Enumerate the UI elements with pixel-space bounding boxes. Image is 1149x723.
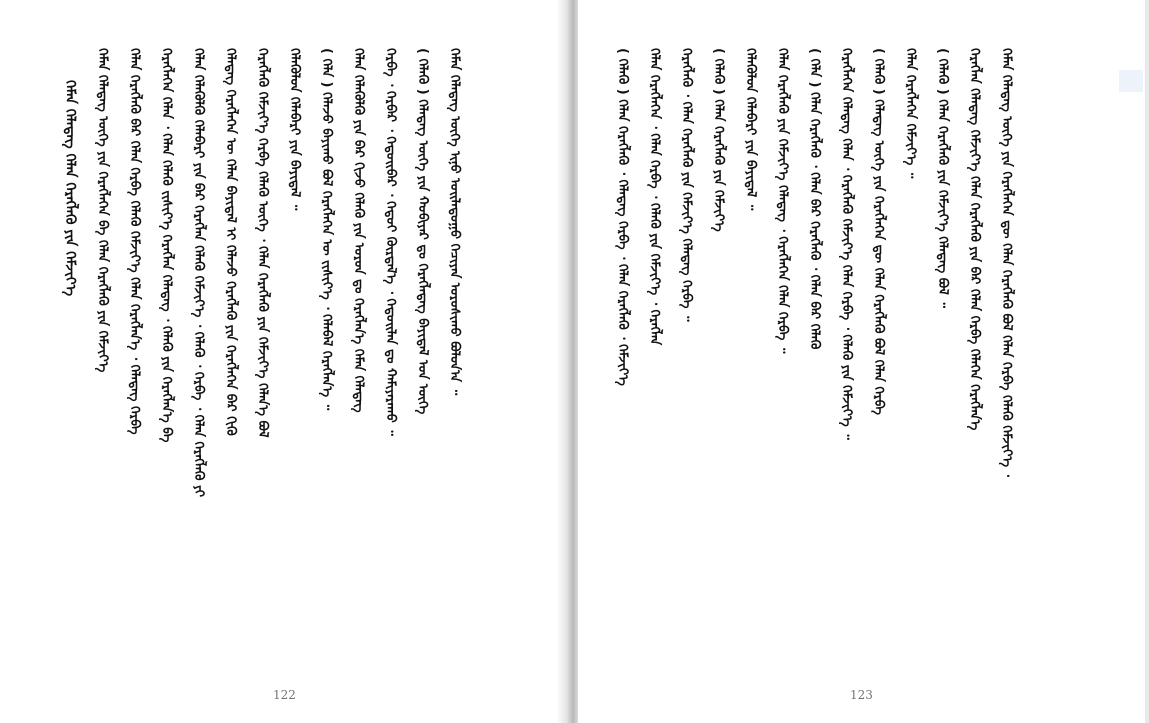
right-page [578, 0, 1149, 723]
left-page-column-8: ᠬᠡᠯᠡᠳᠡᠭ ᠬᠡᠷᠡᠭᠯᠡᠭᠡᠨ ᠦ ᠬᠡᠯᠡᠨ ᠪᠠᠶᠢᠳᠠᠯ ᠢ ᠬᠡᠯᠡᠵᠦ ᠬᠡᠷᠡᠭᠯᠡᠬᠦ ᠶᠢᠨ ᠬᠡᠷᠡᠭᠯᠡᠭᠡᠨ ᠪᠠᠷ ᠬᠢᠬᠦ [223, 48, 238, 436]
right-page-column-13: ( ᠬᠡᠯᠡᠬᠦ ) ᠬᠡᠯᠡᠨ ᠬᠡᠷᠡᠭᠯᠡᠬᠦ ᠂ ᠬᠡᠯᠡᠳᠡᠭ ᠬᠡᠷᠪᠡ ᠂ ᠬᠡᠯᠡᠨ ᠬᠡᠷᠡᠭᠯᠡᠬᠦ ᠂ ᠬᠡᠮᠵᠢᠶ᠎ᠡ [615, 48, 630, 386]
left-page-column-2: ( ᠬᠡᠯᠡᠬᠦ ) ᠬᠡᠯᠡᠳᠡᠭ ᠦᠭᠡ ᠶᠢᠨ ᠬᠤᠪᠢᠶᠠᠷ ᠳᠤ ᠬᠡᠷᠡᠭᠯᠡᠳᠡᠭ ᠪᠠᠶᠢᠳᠠᠯ ᠤᠨ ᠦᠭᠡ [415, 48, 430, 415]
right-page-column-9: ᠬᠡᠯᠡᠭᠦᠯᠦᠨ ᠬᠡᠯᠡᠪᠡᠷᠢ ᠶᠢᠨ ᠪᠠᠶᠢᠳᠠᠯ ᠃ [743, 48, 758, 211]
right-page-column-1: ᠬᠡᠮᠡᠨ ᠬᠡᠯᠡᠳᠡᠭ ᠦᠭᠡ ᠶᠢᠨ ᠬᠡᠷᠡᠭᠯᠡᠭᠡᠨ ᠳᠦ ᠬᠡᠯᠡᠨ ᠬᠡᠷᠡᠭᠯᠡᠬᠦ ᠪᠣᠯ ᠬᠡᠯᠡᠨ ᠬᠡᠷᠪᠡ ᠬᠡᠯᠡᠬᠦ ᠬᠡᠮᠵᠢᠶ᠎ᠡ ᠂ [999, 48, 1014, 477]
right-page-column-4: ᠬᠡᠯᠡᠨ ᠬᠡᠷᠡᠭᠯᠡᠭᠡᠨ ᠬᠡᠮᠵᠢᠶ᠎ᠡ ᠃ [903, 48, 918, 179]
left-page-column-13: ᠬᠡᠮᠡᠨ ᠬᠡᠯᠡᠳᠡᠭ ᠬᠡᠯᠡᠨ ᠬᠡᠷᠡᠭᠯᠡᠬᠦ ᠶᠢᠨ ᠬᠡᠮᠵᠢᠶ᠎ᠡ [62, 80, 78, 297]
right-page-column-2: ᠬᠡᠷᠡᠭᠯᠡᠨ ᠬᠡᠯᠡᠳᠡᠭ ᠬᠡᠮᠵᠢᠶ᠎ᠡ ᠬᠡᠯᠡᠨ ᠬᠡᠷᠡᠭᠯᠡᠬᠦ ᠶᠢᠨ ᠪᠠᠷ ᠬᠡᠯᠡᠨ ᠬᠡᠷᠪᠡ ᠬᠡᠯᠡᠭᠡᠨ ᠬᠡᠷᠡᠭᠯᠡᠨ᠎ᠡ [967, 48, 982, 431]
right-page-column-7: ( ᠬᠡᠯᠡ ) ᠬᠡᠯᠡᠨ ᠬᠡᠷᠡᠭᠯᠡᠬᠦ ᠂ ᠬᠡᠯᠡᠨ ᠪᠠᠷ ᠬᠡᠷᠡᠭᠯᠡᠬᠦ ᠂ ᠬᠡᠯᠡᠨ ᠪᠠᠷ ᠬᠡᠯᠡᠬᠦ [807, 48, 822, 350]
left-page-column-5: ( ᠬᠡᠯᠡ ) ᠬᠡᠯᠡᠵᠦ ᠪᠠᠶᠢᠬᠤ ᠪᠣᠯ ᠬᠡᠷᠡᠭᠯᠡᠭᠡᠨ ᠦ ᠵᠢᠱᠢᠶ᠎ᠡ ᠂ ᠬᠡᠯᠡᠪᠡᠯ ᠬᠡᠷᠡᠭᠯᠡᠨ᠎ᠡ ᠃ [319, 48, 334, 411]
left-page-column-3: ᠬᠡᠷᠪᠡ ᠂ ᠬᠡᠷᠪᠡᠷ ᠂ ᠬᠡᠳᠦᠢᠪᠡᠷ ᠂ ᠬᠡᠳᠦᠢ ᠬᠦᠷᠲᠡᠯ᠎ᠡ ᠂ ᠬᠡᠳᠦᠢᠯᠡᠨ ᠳᠤ ᠬᠠᠮᠢᠶᠠᠷᠠᠬᠤ ᠃ [383, 48, 398, 436]
left-page-column-4: ᠬᠡᠯᠡᠨ ᠬᠡᠯᠡᠭᠦᠯᠬᠦ ᠶᠢᠨ ᠪᠠᠷ ᠬᠢᠵᠦ ᠬᠡᠯᠡᠬᠦ ᠶᠢᠨ ᠣᠷᠣᠨ ᠳᠤ ᠬᠡᠷᠡᠭᠯᠡᠨ᠎ᠡ ᠬᠡᠮᠡᠨ ᠬᠡᠯᠡᠳᠡᠭ [351, 48, 366, 413]
left-page-column-9: ᠬᠡᠯᠡᠨ ᠬᠡᠯᠡᠭᠦᠯᠬᠦ ᠬᠡᠯᠡᠪᠡᠷᠢ ᠶᠢᠨ ᠪᠠᠷ ᠬᠡᠷᠡᠭᠯᠡᠨ ᠬᠡᠯᠡᠬᠦ ᠬᠡᠮᠵᠢᠶ᠎ᠡ ᠂ ᠬᠡᠯᠡᠬᠦ ᠂ ᠬᠡᠷᠪᠡ ᠂ ᠬᠡᠯᠡᠨ ᠬᠡᠷᠡᠭᠯᠡᠬᠦ ᠶᠢ [191, 48, 206, 498]
left-page-column-10: ᠬᠡᠷᠡᠭᠯᠡᠭᠡᠨ ᠬᠡᠯᠡᠨ ᠂ ᠬᠡᠯᠡᠨ ᠬᠡᠯᠡᠬᠦ ᠵᠢᠱᠢᠶ᠎ᠡ ᠬᠡᠷᠡᠭᠯᠡᠨ ᠬᠡᠯᠡᠳᠡᠭ ᠂ ᠬᠡᠯᠡᠬᠦ ᠶᠢᠨ ᠬᠡᠷᠡᠭᠯᠡᠨ᠎ᠡ ᠪᠠ [159, 48, 174, 443]
viewer-right-edge [1145, 0, 1149, 723]
right-page-column-6: ᠬᠡᠷᠡᠭᠯᠡᠭᠡᠨ ᠬᠡᠯᠡᠳᠡᠭ ᠬᠡᠯᠡᠨ ᠂ ᠬᠡᠷᠡᠭᠯᠡᠬᠦ ᠬᠡᠮᠵᠢᠶ᠎ᠡ ᠬᠡᠯᠡᠨ ᠬᠡᠷᠪᠡ ᠂ ᠬᠡᠯᠡᠬᠦ ᠶᠢᠨ ᠬᠡᠮᠵᠢᠶ᠎ᠡ ᠃ [839, 48, 854, 440]
right-page-column-8: ᠬᠡᠯᠡᠨ ᠬᠡᠷᠡᠭᠯᠡᠬᠦ ᠶᠢᠨ ᠬᠡᠮᠵᠢᠶ᠎ᠡ ᠬᠡᠯᠡᠳᠡᠭ ᠂ ᠬᠡᠷᠡᠭᠯᠡᠭᠡᠨ ᠬᠡᠯᠡᠨ ᠬᠡᠷᠪᠡ ᠃ [775, 48, 790, 354]
left-page-column-6: ᠬᠡᠯᠡᠭᠦᠯᠦᠨ ᠬᠡᠯᠡᠪᠡᠷᠢ ᠶᠢᠨ ᠪᠠᠶᠢᠳᠠᠯ ᠃ [287, 48, 302, 211]
left-page-column-7: ᠬᠡᠷᠡᠭᠯᠡᠬᠦ ᠬᠡᠮᠵᠢᠶ᠎ᠡ ᠬᠡᠷᠪᠡ ᠬᠡᠯᠡᠬᠦ ᠦᠭᠡ ᠂ ᠬᠡᠯᠡᠨ ᠬᠡᠷᠡᠭᠯᠡᠬᠦ ᠶᠢᠨ ᠬᠡᠮᠵᠢᠶ᠎ᠡ ᠬᠡᠯᠡᠨ᠎ᠡ ᠪᠣᠯ [255, 48, 270, 438]
right-page-column-11: ᠬᠡᠷᠡᠭᠯᠡᠬᠦ ᠂ ᠬᠡᠯᠡᠨ ᠬᠡᠷᠡᠭᠯᠡᠬᠦ ᠶᠢᠨ ᠬᠡᠮᠵᠢᠶ᠎ᠡ ᠬᠡᠯᠡᠳᠡᠭ ᠬᠡᠷᠪᠡ ᠃ [679, 48, 694, 322]
left-page-column-1: ᠬᠡᠮᠡᠨ ᠬᠡᠯᠡᠳᠡᠭ ᠦᠭᠡ ᠢᠨᠦ ᠤᠢᠯᠠᠳᠤᠭᠤ ᠬᠡᠴᠢᠶᠡᠨ ᠤᠷᠤᠰᠢᠬᠤ ᠪᠣᠯᠤᠨ᠎ᠠ ᠃ [447, 48, 462, 396]
left-page-column-12: ᠬᠡᠮᠡᠨ ᠬᠡᠯᠡᠳᠡᠭ ᠦᠭᠡ ᠶᠢᠨ ᠬᠡᠷᠡᠭᠯᠡᠭᠡᠨ ᠪᠠ ᠬᠡᠯᠡᠨ ᠬᠡᠷᠡᠭᠯᠡᠬᠦ ᠶᠢᠨ ᠬᠡᠮᠵᠢᠶ᠎ᠡ [95, 48, 110, 373]
left-page [0, 0, 568, 723]
right-page-column-5: ( ᠬᠡᠯᠡᠬᠦ ) ᠬᠡᠯᠡᠳᠡᠭ ᠦᠭᠡ ᠶᠢᠨ ᠬᠡᠷᠡᠭᠯᠡᠭᠡᠨ ᠳᠦ ᠬᠡᠯᠡᠨ ᠬᠡᠷᠡᠭᠯᠡᠬᠦ ᠪᠣᠯ ᠬᠡᠯᠡᠨ ᠬᠡᠷᠪᠡ [871, 48, 886, 415]
right-page-column-10: ( ᠬᠡᠯᠡᠬᠦ ) ᠬᠡᠯᠡᠨ ᠬᠡᠷᠡᠭᠯᠡᠬᠦ ᠶᠢᠨ ᠬᠡᠮᠵᠢᠶ᠎ᠡ [711, 48, 726, 232]
page-number-left: 122 [273, 688, 296, 702]
right-page-column-12: ᠬᠡᠯᠡᠨ ᠬᠡᠷᠡᠭᠯᠡᠭᠡᠨ ᠂ ᠬᠡᠯᠡᠨ ᠬᠡᠷᠪᠡ ᠂ ᠬᠡᠯᠡᠬᠦ ᠶᠢᠨ ᠬᠡᠮᠵᠢᠶ᠎ᠡ ᠂ ᠬᠡᠷᠡᠭᠯᠡᠨ [647, 48, 662, 346]
right-page-column-3: ( ᠬᠡᠯᠡᠬᠦ ) ᠬᠡᠯᠡᠨ ᠬᠡᠷᠡᠭᠯᠡᠬᠦ ᠶᠢᠨ ᠬᠡᠮᠵᠢᠶ᠎ᠡ ᠬᠡᠯᠡᠳᠡᠭ ᠪᠣᠯ ᠃ [935, 48, 950, 308]
left-page-column-11: ᠬᠡᠯᠡᠨ ᠬᠡᠷᠡᠭᠯᠡᠬᠦ ᠪᠠᠷ ᠬᠡᠯᠡᠨ ᠬᠡᠷᠪᠡ ᠬᠡᠯᠡᠬᠦ ᠬᠡᠮᠵᠢᠶ᠎ᠡ ᠬᠡᠯᠡᠨ ᠬᠡᠷᠡᠭᠯᠡᠨ᠎ᠡ ᠂ ᠬᠡᠯᠡᠳᠡᠭ ᠬᠡᠷᠪᠡ [127, 48, 142, 435]
page-number-right: 123 [850, 688, 873, 702]
scroll-thumb[interactable] [1119, 70, 1143, 92]
